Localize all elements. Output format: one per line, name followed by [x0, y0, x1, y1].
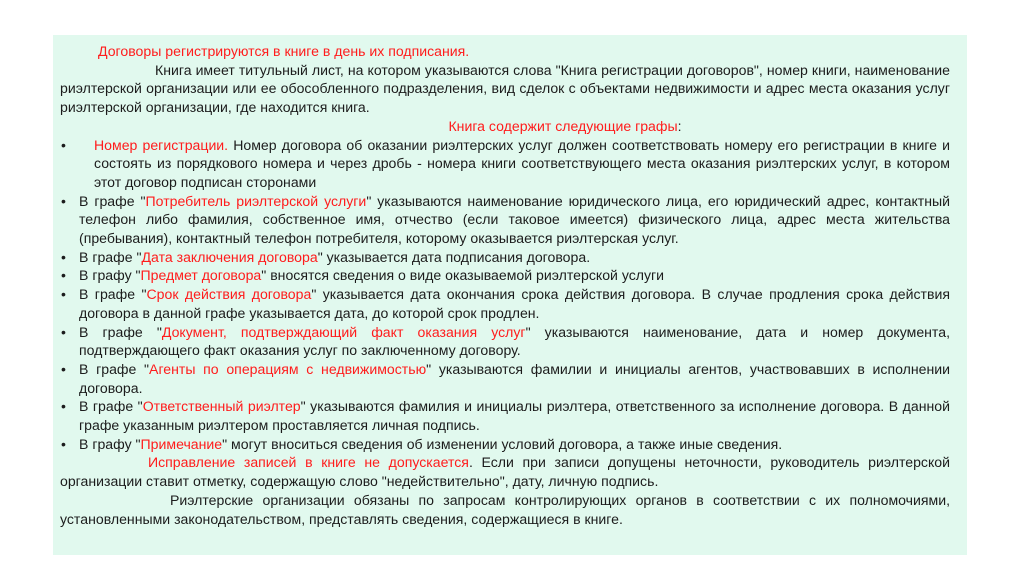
list-item: • Номер регистрации. Номер договора об оказании риэлтерских услуг должен соответствовать номеру его регистрации в книге и состоять из порядкового номера и через дробь - номера книги соответствующего места оказания риэлтерских услуг, в котором этот договор подписан сторонами	[60, 136, 950, 192]
heading: Договоры регистрируются в книге в день их подписания.	[98, 43, 470, 59]
list-item: • В графе "Документ, подтверждающий факт оказания услуг" указываются наименование, дата и номер документа, подтверждающего факт оказания услуг по заключенному договору.	[60, 323, 950, 360]
list-item: • В графу "Предмет договора" вносятся сведения о виде оказываемой риэлтерской услуги	[60, 266, 950, 285]
closing-paragraph: Риэлтерские организации обязаны по запросам контролирующих органов в соответствии с их полномочиями, установленными законодательством, представлять сведения, содержащиеся в книге.	[60, 491, 950, 527]
list-item: • В графу "Примечание" могут вноситься сведения об изменении условий договора, а также иные сведения.	[60, 435, 950, 454]
correction-paragraph: Исправление записей в книге не допускается. Если при записи допущены неточности, руководитель риэлтерской организации ставит отметку, содержащую слово "недействительно", дату, личную подпись.	[60, 454, 950, 490]
list-item: • В графе "Потребитель риэлтерской услуги" указываются наименование юридического лица, его юридический адрес, контактный телефон либо фамилия, собственное имя, отчество (если таковое имеется) физического лица, адрес места жительства (пребывания), контактный телефон потребителя, которому оказывается риэлтерская услуг.	[60, 192, 950, 248]
intro-paragraph: Книга имеет титульный лист, на котором указываются слова "Книга регистрации договоров", номер книги, наименование риэлтерской организации или ее обособленного подразделения, вид сделок с объектами недвижимости и адрес места оказания услуг риэлтерской организации, где находится книга.	[60, 61, 950, 116]
document-text	[60, 42, 950, 528]
list-item: • В графе "Агенты по операциям с недвижимостью" указываются фамилии и инициалы агентов, участвовавших в исполнении договора.	[60, 360, 950, 397]
list-item: • В графе "Дата заключения договора" указывается дата подписания договора.	[60, 248, 950, 267]
list-item: • В графе "Срок действия договора" указывается дата окончания срока действия договора. В случае продления срока действия договора в данной графе указывается дата, до которой срок продлен.	[60, 285, 950, 322]
subheading: Книга содержит следующие графы:	[448, 117, 682, 134]
list-item: • В графе "Ответственный риэлтер" указываются фамилия и инициалы риэлтера, ответственного за исполнение договора. В данной графе указанным риэлтером проставляется личная подпись.	[60, 397, 950, 434]
columns-list	[60, 136, 950, 454]
